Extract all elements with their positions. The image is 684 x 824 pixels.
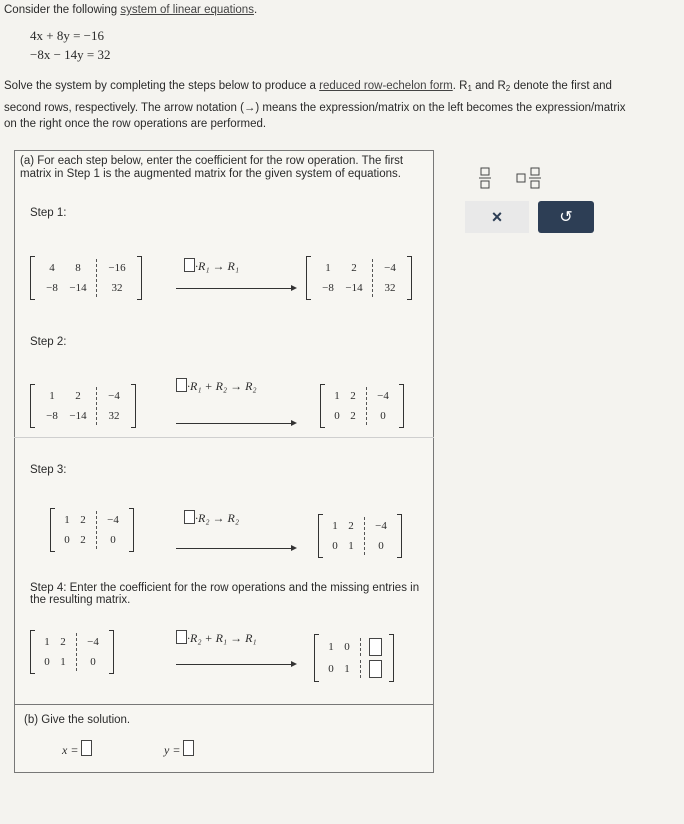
step-2-label: Step 2:: [30, 336, 67, 348]
step-4-label: Step 4: Enter the coefficient for the row operations and the missing entries in the resulting matrix.: [30, 582, 420, 606]
step-3-coefficient-input[interactable]: [184, 510, 195, 524]
rref-link[interactable]: reduced row-echelon form: [319, 80, 453, 92]
step-2-coefficient-input[interactable]: [176, 378, 187, 392]
intro-suffix: .: [253, 4, 258, 16]
step-3-operation: ·R₂ → R₂: [184, 510, 239, 526]
step-1-left-matrix: 4 8 −16 −8 −14 32: [30, 256, 142, 300]
step-4-right-matrix: 1 0 0 1: [314, 634, 394, 682]
step-2-left-matrix: 1 2 −4 −8 −14 32: [30, 384, 136, 428]
linear-equations-link[interactable]: system of linear equations: [120, 4, 254, 16]
intro-text: [4, 4, 257, 16]
step-3-left-matrix: 1 2 −4 0 2 0: [50, 508, 134, 552]
part-b-prompt: (b) Give the solution.: [24, 714, 131, 726]
mixed-number-button[interactable]: [516, 167, 542, 194]
step-3-right-matrix: 1 2 −4 0 1 0: [318, 514, 402, 558]
step-4-left-matrix: 1 2 −4 0 1 0: [30, 630, 114, 674]
undo-button[interactable]: ↺: [538, 201, 594, 233]
instructions-line-1: Solve the system by completing the steps below to produce a reduced row-echelon form. $R_1$ and $R_2$ denote the first and: [4, 80, 612, 93]
step-4-entry-r2-input[interactable]: [369, 660, 382, 678]
fraction-button[interactable]: [478, 167, 492, 194]
intro-prefix: Consider the following: [4, 4, 118, 16]
divider: [14, 437, 434, 438]
step-1-arrow: [176, 285, 297, 291]
step-1-right-matrix: 1 2 −4 −8 −14 32: [306, 256, 412, 300]
part-a-prompt: (a) For each step below, enter the coefficient for the row operation. The first matrix in Step 1 is the augmented matrix for the given system of equations.: [20, 155, 404, 180]
step-3-label: Step 3:: [30, 464, 67, 476]
step-1-label: Step 1:: [30, 207, 67, 219]
x-solution-input[interactable]: [81, 740, 92, 756]
step-4-entry-r1-input[interactable]: [369, 638, 382, 656]
x-solution: x =: [62, 740, 92, 758]
clear-button[interactable]: ×: [465, 201, 529, 233]
step-4-arrow: [176, 661, 297, 667]
step-1-coefficient-input[interactable]: [184, 258, 195, 272]
equation-1: 4x + 8y = −16: [30, 28, 104, 43]
step-2-operation: ·R₁ + R₂ → R₂: [176, 378, 257, 394]
step-4-operation: ·R₂ + R₁ → R₁: [176, 630, 257, 646]
step-1-operation: ·R₁ → R₁: [184, 258, 239, 274]
fraction-icon: [478, 167, 492, 189]
y-solution: y =: [164, 740, 194, 758]
instructions-line-2: second rows, respectively. The arrow notation (→) means the expression/matrix on the left becomes the expression/matrix: [4, 102, 626, 114]
y-solution-input[interactable]: [183, 740, 194, 756]
step-4-coefficient-input[interactable]: [176, 630, 187, 644]
step-2-right-matrix: 1 2 −4 0 2 0: [320, 384, 404, 428]
equation-2: −8x − 14y = 32: [30, 47, 111, 62]
mixed-number-icon: [516, 167, 542, 189]
instructions-line-3: on the right once the row operations are performed.: [4, 118, 267, 130]
step-2-arrow: [176, 420, 297, 426]
step-3-arrow: [176, 545, 297, 551]
